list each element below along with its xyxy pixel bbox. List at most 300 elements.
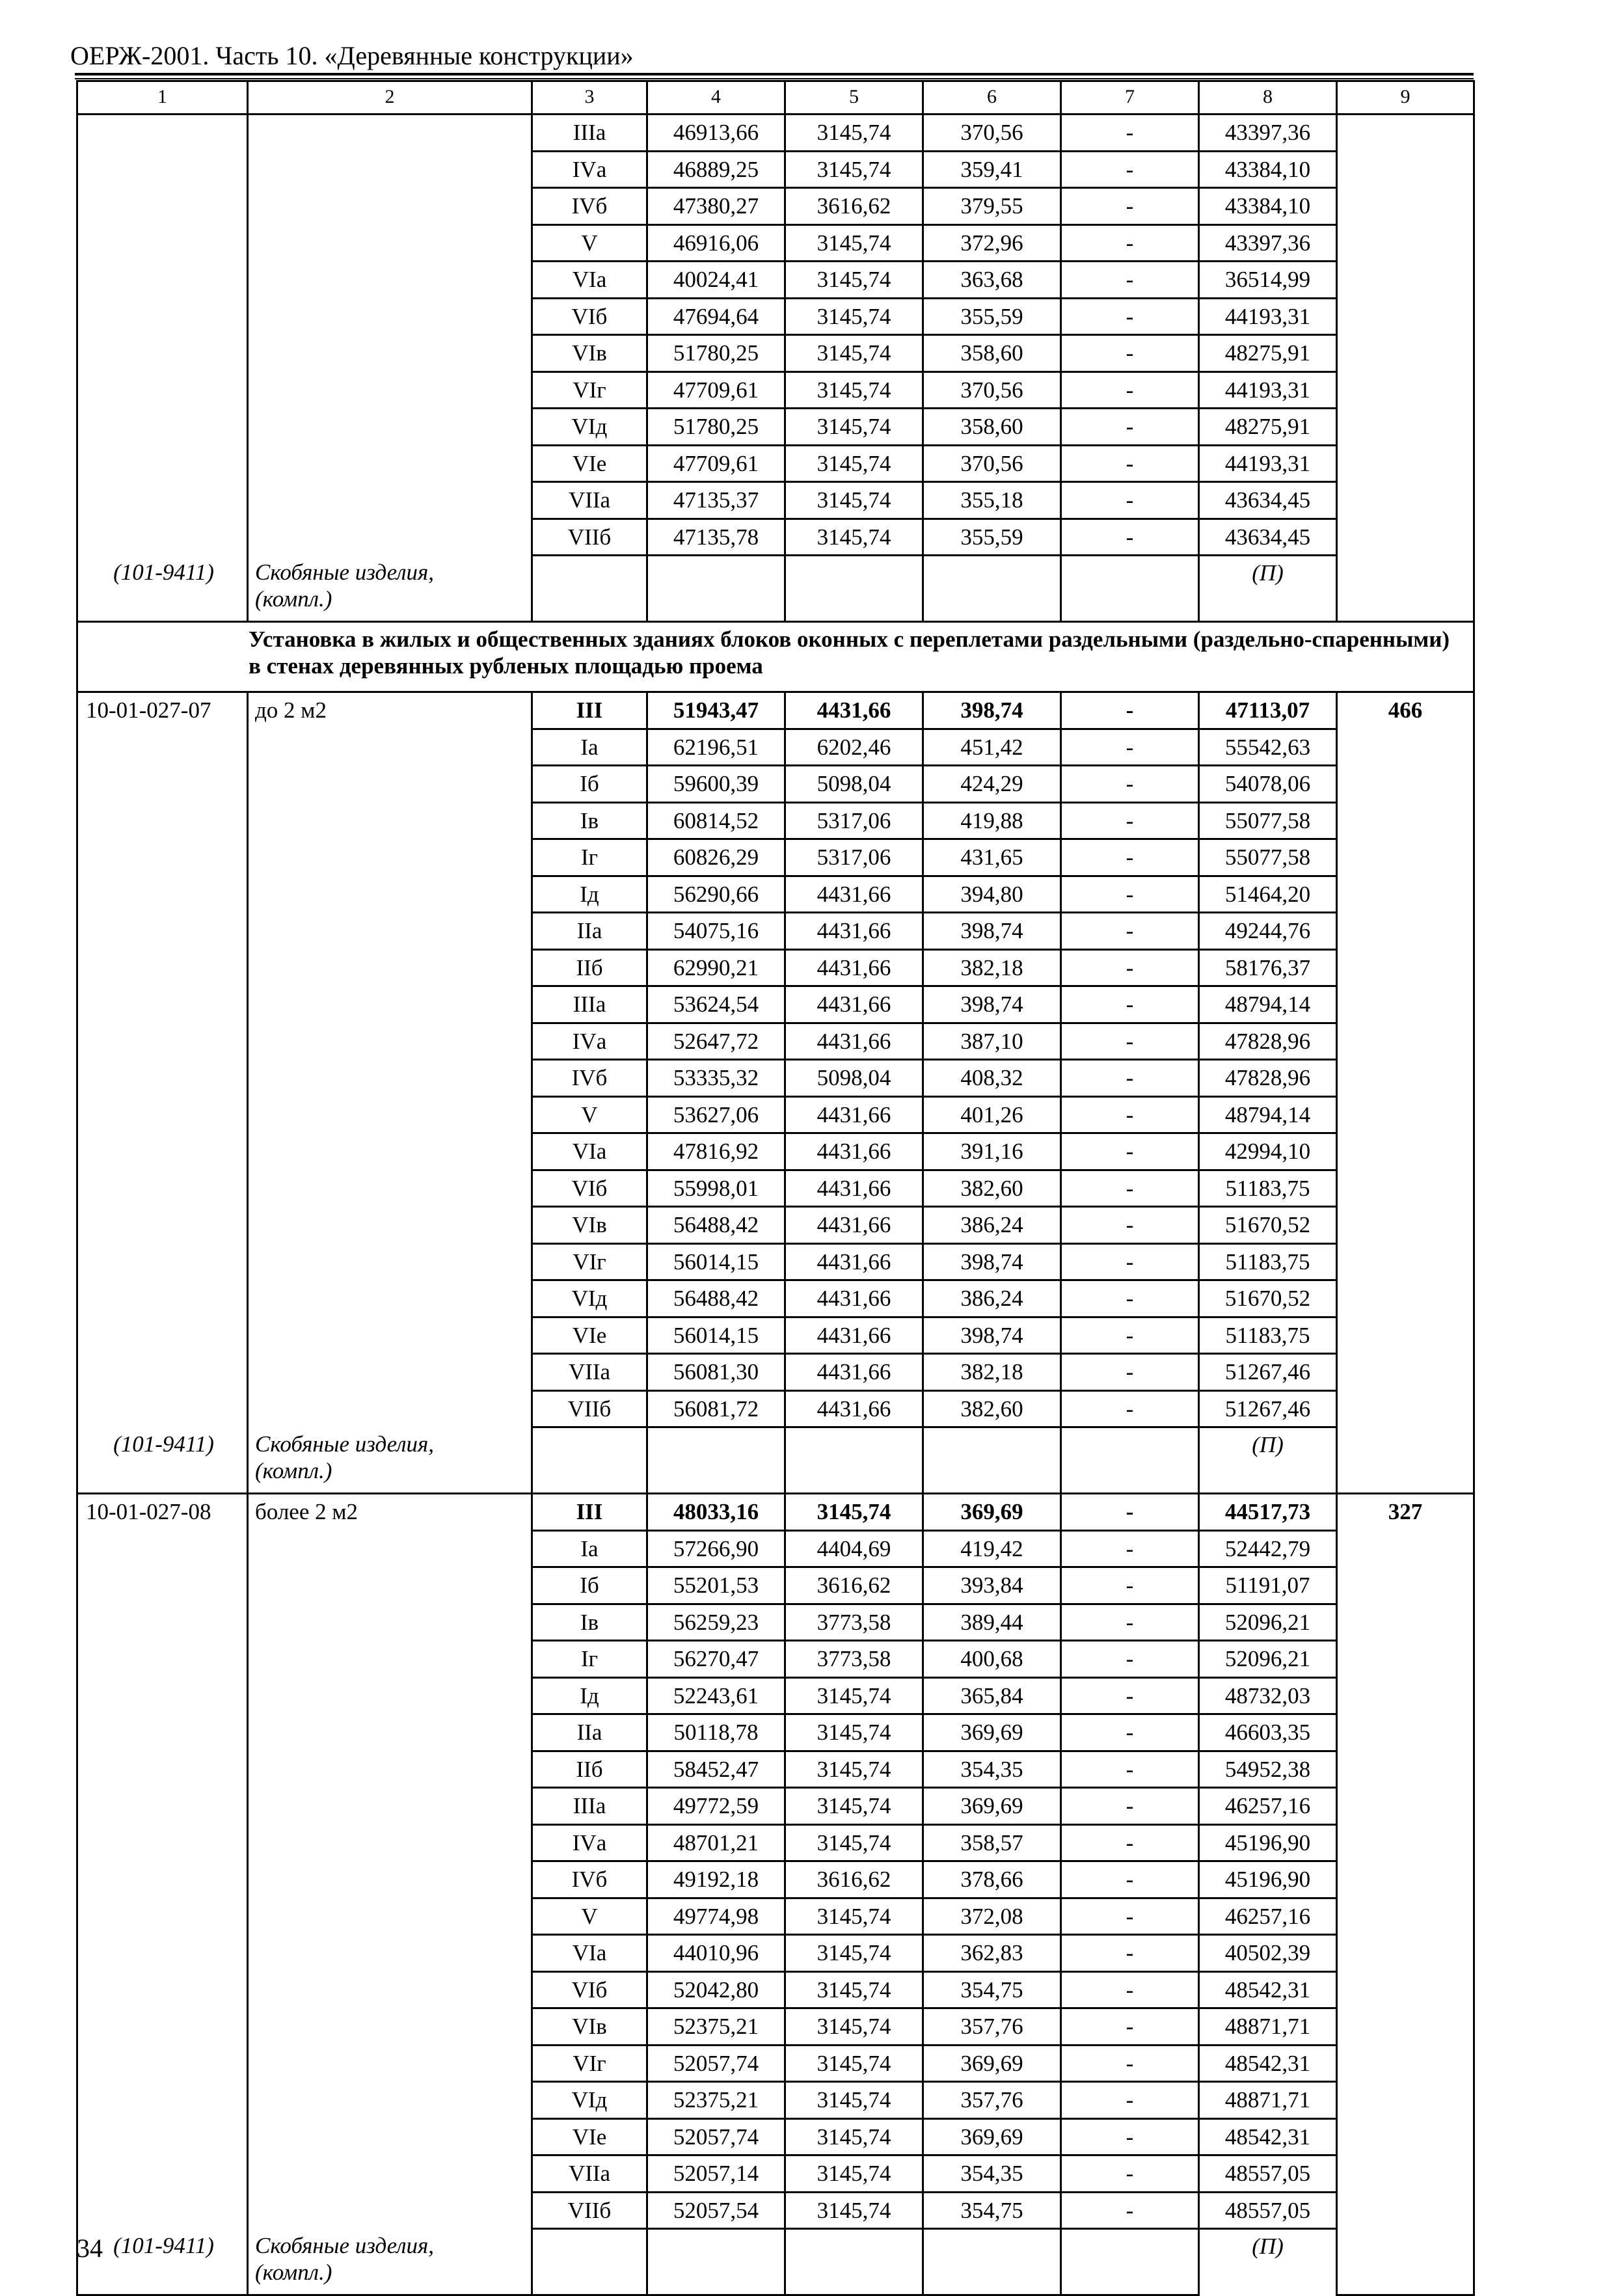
- weight-cell: [1337, 1714, 1474, 1751]
- zone-cell: III: [532, 1494, 647, 1531]
- weight-cell: [1337, 2045, 1474, 2082]
- total-cell: 60826,29: [647, 839, 785, 876]
- code-cell: [77, 876, 248, 913]
- code-cell: [77, 1898, 248, 1935]
- table-row: [77, 115, 1474, 152]
- name-cell: [248, 729, 532, 766]
- transport-cell: 48557,05: [1199, 2155, 1337, 2193]
- labor-cell: 3145,74: [785, 1935, 923, 1972]
- machine-cell: 398,74: [923, 913, 1061, 950]
- empty-cell: [647, 1427, 785, 1494]
- materials-cell: -: [1061, 371, 1199, 409]
- zone-cell: V: [532, 1096, 647, 1133]
- materials-cell: -: [1061, 1861, 1199, 1898]
- machine-cell: 451,42: [923, 729, 1061, 766]
- zone-cell: Iб: [532, 1567, 647, 1604]
- machine-cell: 382,60: [923, 1390, 1061, 1427]
- zone-cell: VIIб: [532, 519, 647, 556]
- empty-cell: [1337, 556, 1474, 622]
- zone-cell: IIа: [532, 913, 647, 950]
- labor-cell: 3145,74: [785, 115, 923, 152]
- total-cell: 55998,01: [647, 1170, 785, 1207]
- code-cell: [77, 1641, 248, 1678]
- name-cell: [248, 262, 532, 299]
- total-cell: 47694,64: [647, 298, 785, 335]
- transport-cell: 45196,90: [1199, 1861, 1337, 1898]
- weight-cell: [1337, 1898, 1474, 1935]
- total-cell: 49192,18: [647, 1861, 785, 1898]
- zone-cell: VIа: [532, 1133, 647, 1170]
- transport-cell: 40502,39: [1199, 1935, 1337, 1972]
- column-number: 6: [923, 81, 1061, 115]
- labor-cell: 4431,66: [785, 876, 923, 913]
- column-number: 5: [785, 81, 923, 115]
- column-number: 7: [1061, 81, 1199, 115]
- transport-cell: 48794,14: [1199, 986, 1337, 1023]
- zone-cell: Iд: [532, 1677, 647, 1714]
- labor-cell: 3145,74: [785, 482, 923, 519]
- code-cell: [77, 445, 248, 482]
- note-row: [77, 1427, 1474, 1494]
- zone-cell: VIд: [532, 409, 647, 446]
- transport-cell: 51267,46: [1199, 1354, 1337, 1391]
- code-cell: [77, 1751, 248, 1788]
- transport-cell: 55542,63: [1199, 729, 1337, 766]
- materials-cell: -: [1061, 1604, 1199, 1641]
- machine-cell: 369,69: [923, 1788, 1061, 1825]
- note-text-line: Скобяные изделия,: [255, 1431, 435, 1457]
- labor-cell: 4431,66: [785, 986, 923, 1023]
- total-cell: 49774,98: [647, 1898, 785, 1935]
- weight-cell: [1337, 1641, 1474, 1678]
- total-cell: 56270,47: [647, 1641, 785, 1678]
- materials-cell: -: [1061, 986, 1199, 1023]
- zone-cell: IIIа: [532, 115, 647, 152]
- name-cell: [248, 1714, 532, 1751]
- transport-cell: 44193,31: [1199, 445, 1337, 482]
- weight-cell: 466: [1337, 692, 1474, 729]
- table-row: [77, 1567, 1474, 1604]
- materials-cell: -: [1061, 2008, 1199, 2046]
- materials-cell: -: [1061, 2155, 1199, 2193]
- code-cell: [77, 1060, 248, 1097]
- code-cell: [77, 1023, 248, 1060]
- zone-cell: Iг: [532, 839, 647, 876]
- machine-cell: 354,35: [923, 1751, 1061, 1788]
- note-text-line: (компл.): [255, 2259, 332, 2285]
- total-cell: 50118,78: [647, 1714, 785, 1751]
- name-cell: [248, 1567, 532, 1604]
- name-cell: [248, 913, 532, 950]
- transport-cell: 48542,31: [1199, 2045, 1337, 2082]
- empty-cell: [923, 2229, 1061, 2295]
- materials-cell: -: [1061, 876, 1199, 913]
- machine-cell: 389,44: [923, 1604, 1061, 1641]
- machine-cell: 382,18: [923, 949, 1061, 986]
- weight-cell: [1337, 2155, 1474, 2193]
- zone-cell: IIIа: [532, 1788, 647, 1825]
- table-row: [77, 1677, 1474, 1714]
- weight-cell: [1337, 1390, 1474, 1427]
- labor-cell: 3616,62: [785, 188, 923, 225]
- materials-cell: -: [1061, 1207, 1199, 1244]
- labor-cell: 4431,66: [785, 1133, 923, 1170]
- name-cell: [248, 298, 532, 335]
- materials-cell: -: [1061, 1530, 1199, 1567]
- transport-cell: 43397,36: [1199, 115, 1337, 152]
- total-cell: 48701,21: [647, 1824, 785, 1861]
- zone-cell: Iг: [532, 1641, 647, 1678]
- zone-cell: Iб: [532, 766, 647, 803]
- labor-cell: 4431,66: [785, 913, 923, 950]
- machine-cell: 398,74: [923, 692, 1061, 729]
- zone-cell: IVа: [532, 1824, 647, 1861]
- code-cell: [77, 1170, 248, 1207]
- code-cell: [77, 298, 248, 335]
- zone-cell: IVб: [532, 188, 647, 225]
- name-cell: [248, 224, 532, 262]
- empty-cell: [923, 556, 1061, 622]
- machine-cell: 398,74: [923, 1243, 1061, 1280]
- weight-cell: [1337, 1096, 1474, 1133]
- labor-cell: 6202,46: [785, 729, 923, 766]
- materials-cell: -: [1061, 1280, 1199, 1317]
- machine-cell: 419,88: [923, 802, 1061, 839]
- transport-cell: 51670,52: [1199, 1207, 1337, 1244]
- total-cell: 47380,27: [647, 188, 785, 225]
- table-row: [77, 2008, 1474, 2046]
- note-text: [248, 556, 532, 622]
- table-row-base: [77, 692, 1474, 729]
- name-cell: [248, 482, 532, 519]
- code-cell: [77, 766, 248, 803]
- machine-cell: 355,59: [923, 298, 1061, 335]
- zone-cell: VIв: [532, 1207, 647, 1244]
- total-cell: 52057,14: [647, 2155, 785, 2193]
- name-cell: [248, 1390, 532, 1427]
- labor-cell: 3616,62: [785, 1861, 923, 1898]
- total-cell: 51780,25: [647, 409, 785, 446]
- table-row: [77, 262, 1474, 299]
- total-cell: 58452,47: [647, 1751, 785, 1788]
- labor-cell: 4431,66: [785, 1354, 923, 1391]
- note-value: (П): [1199, 1427, 1337, 1494]
- zone-cell: VIIа: [532, 482, 647, 519]
- code-cell: [77, 409, 248, 446]
- table-row: [77, 151, 1474, 188]
- machine-cell: 369,69: [923, 2045, 1061, 2082]
- weight-cell: [1337, 1677, 1474, 1714]
- total-cell: 53627,06: [647, 1096, 785, 1133]
- zone-cell: VIв: [532, 335, 647, 372]
- table-row: [77, 729, 1474, 766]
- code-cell: 10-01-027-08: [77, 1494, 248, 1531]
- machine-cell: 370,56: [923, 371, 1061, 409]
- weight-cell: [1337, 2118, 1474, 2155]
- materials-cell: -: [1061, 949, 1199, 986]
- code-cell: [77, 1354, 248, 1391]
- transport-cell: 51191,07: [1199, 1567, 1337, 1604]
- empty-cell: [532, 2229, 647, 2295]
- total-cell: 49772,59: [647, 1788, 785, 1825]
- materials-cell: -: [1061, 1243, 1199, 1280]
- total-cell: 56014,15: [647, 1243, 785, 1280]
- table-row: [77, 188, 1474, 225]
- name-cell: [248, 802, 532, 839]
- transport-cell: 55077,58: [1199, 802, 1337, 839]
- name-cell: [248, 1935, 532, 1972]
- name-cell: [248, 2118, 532, 2155]
- name-cell: [248, 2192, 532, 2229]
- weight-cell: [1337, 2082, 1474, 2119]
- zone-cell: VIд: [532, 2082, 647, 2119]
- code-cell: [77, 2118, 248, 2155]
- table-row: [77, 1170, 1474, 1207]
- name-cell: [248, 335, 532, 372]
- weight-cell: [1337, 1170, 1474, 1207]
- name-cell: [248, 1354, 532, 1391]
- weight-cell: [1337, 1935, 1474, 1972]
- name-cell: [248, 2155, 532, 2193]
- zone-cell: IIIа: [532, 986, 647, 1023]
- name-cell: [248, 371, 532, 409]
- name-cell: [248, 876, 532, 913]
- empty-cell: [647, 2229, 785, 2295]
- name-cell: до 2 м2: [248, 692, 532, 729]
- table-row: [77, 1714, 1474, 1751]
- transport-cell: 46257,16: [1199, 1788, 1337, 1825]
- name-cell: [248, 1060, 532, 1097]
- name-cell: [248, 1898, 532, 1935]
- table-row: [77, 371, 1474, 409]
- materials-cell: -: [1061, 1677, 1199, 1714]
- labor-cell: 3145,74: [785, 1824, 923, 1861]
- labor-cell: 4431,66: [785, 1243, 923, 1280]
- machine-cell: 358,57: [923, 1824, 1061, 1861]
- code-cell: [77, 1714, 248, 1751]
- code-cell: [77, 1207, 248, 1244]
- labor-cell: 3145,74: [785, 2192, 923, 2229]
- code-cell: [77, 151, 248, 188]
- zone-cell: VIIб: [532, 2192, 647, 2229]
- total-cell: 60814,52: [647, 802, 785, 839]
- table-row: [77, 1390, 1474, 1427]
- zone-cell: VIв: [532, 2008, 647, 2046]
- materials-cell: -: [1061, 2192, 1199, 2229]
- labor-cell: 4431,66: [785, 1280, 923, 1317]
- transport-cell: 55077,58: [1199, 839, 1337, 876]
- materials-cell: -: [1061, 262, 1199, 299]
- table-row: [77, 409, 1474, 446]
- code-cell: [77, 482, 248, 519]
- weight-cell: [1337, 2192, 1474, 2229]
- name-cell: [248, 1861, 532, 1898]
- table-row: [77, 482, 1474, 519]
- code-cell: [77, 115, 248, 152]
- transport-cell: 47828,96: [1199, 1023, 1337, 1060]
- transport-cell: 36514,99: [1199, 262, 1337, 299]
- machine-cell: 387,10: [923, 1023, 1061, 1060]
- total-cell: 55201,53: [647, 1567, 785, 1604]
- labor-cell: 3145,74: [785, 2045, 923, 2082]
- code-cell: [77, 1788, 248, 1825]
- total-cell: 40024,41: [647, 262, 785, 299]
- materials-cell: -: [1061, 482, 1199, 519]
- note-text: [248, 1427, 532, 1494]
- zone-cell: V: [532, 1898, 647, 1935]
- name-cell: [248, 2082, 532, 2119]
- header-rule: [75, 73, 1474, 75]
- column-number: 2: [248, 81, 532, 115]
- machine-cell: 386,24: [923, 1280, 1061, 1317]
- weight-cell: [1337, 1751, 1474, 1788]
- table-row: [77, 1971, 1474, 2008]
- total-cell: 47135,37: [647, 482, 785, 519]
- materials-cell: -: [1061, 1023, 1199, 1060]
- labor-cell: 5098,04: [785, 766, 923, 803]
- labor-cell: 4431,66: [785, 1207, 923, 1244]
- table-row: [77, 298, 1474, 335]
- zone-cell: VIб: [532, 1971, 647, 2008]
- zone-cell: Iд: [532, 876, 647, 913]
- materials-cell: -: [1061, 1170, 1199, 1207]
- total-cell: 46913,66: [647, 115, 785, 152]
- zone-cell: IVа: [532, 1023, 647, 1060]
- total-cell: 46916,06: [647, 224, 785, 262]
- labor-cell: 5317,06: [785, 839, 923, 876]
- name-cell: [248, 1677, 532, 1714]
- code-cell: [77, 1861, 248, 1898]
- table-row: [77, 986, 1474, 1023]
- transport-cell: 52442,79: [1199, 1530, 1337, 1567]
- materials-cell: -: [1061, 188, 1199, 225]
- code-cell: [77, 1133, 248, 1170]
- note-code: (101-9411): [77, 556, 248, 622]
- weight-cell: [1337, 1023, 1474, 1060]
- total-cell: 47816,92: [647, 1133, 785, 1170]
- machine-cell: 379,55: [923, 188, 1061, 225]
- weight-cell: [1337, 519, 1474, 556]
- zone-cell: IIб: [532, 1751, 647, 1788]
- labor-cell: 3145,74: [785, 262, 923, 299]
- name-cell: [248, 519, 532, 556]
- weight-cell: [1337, 949, 1474, 986]
- weight-cell: [1337, 188, 1474, 225]
- empty-cell: [532, 1427, 647, 1494]
- code-cell: [77, 2192, 248, 2229]
- code-cell: [77, 2008, 248, 2046]
- code-cell: [77, 839, 248, 876]
- labor-cell: 3145,74: [785, 335, 923, 372]
- zone-cell: VIIа: [532, 1354, 647, 1391]
- table-row: [77, 1604, 1474, 1641]
- zone-cell: V: [532, 224, 647, 262]
- name-cell: [248, 1096, 532, 1133]
- machine-cell: 370,56: [923, 445, 1061, 482]
- code-cell: [77, 1390, 248, 1427]
- weight-cell: [1337, 1971, 1474, 2008]
- table-row: [77, 1751, 1474, 1788]
- code-cell: [77, 262, 248, 299]
- machine-cell: 382,18: [923, 1354, 1061, 1391]
- labor-cell: 3145,74: [785, 1898, 923, 1935]
- machine-cell: 358,60: [923, 335, 1061, 372]
- materials-cell: -: [1061, 1641, 1199, 1678]
- machine-cell: 394,80: [923, 876, 1061, 913]
- name-cell: [248, 1641, 532, 1678]
- machine-cell: 400,68: [923, 1641, 1061, 1678]
- name-cell: [248, 949, 532, 986]
- weight-cell: [1337, 913, 1474, 950]
- page-header-title: ОЕРЖ-2001. Часть 10. «Деревянные конструкции»: [70, 41, 634, 70]
- empty-cell: [1061, 2229, 1199, 2295]
- weight-cell: [1337, 224, 1474, 262]
- code-cell: 10-01-027-07: [77, 692, 248, 729]
- transport-cell: 48542,31: [1199, 2118, 1337, 2155]
- transport-cell: 48871,71: [1199, 2008, 1337, 2046]
- zone-cell: IVб: [532, 1060, 647, 1097]
- total-cell: 52647,72: [647, 1023, 785, 1060]
- table-row: [77, 1354, 1474, 1391]
- materials-cell: -: [1061, 1714, 1199, 1751]
- code-cell: [77, 519, 248, 556]
- weight-cell: [1337, 262, 1474, 299]
- weight-cell: [1337, 1530, 1474, 1567]
- table-row: [77, 1060, 1474, 1097]
- table-row: [77, 1023, 1474, 1060]
- name-cell: [248, 1317, 532, 1354]
- note-text-line: (компл.): [255, 1457, 332, 1483]
- table-row: [77, 766, 1474, 803]
- total-cell: 53335,32: [647, 1060, 785, 1097]
- labor-cell: 4431,66: [785, 949, 923, 986]
- transport-cell: 47113,07: [1199, 692, 1337, 729]
- column-number: 8: [1199, 81, 1337, 115]
- materials-cell: -: [1061, 224, 1199, 262]
- weight-cell: 327: [1337, 1494, 1474, 1531]
- materials-cell: -: [1061, 2082, 1199, 2119]
- weight-cell: [1337, 445, 1474, 482]
- zone-cell: III: [532, 692, 647, 729]
- transport-cell: 49244,76: [1199, 913, 1337, 950]
- code-cell: [77, 802, 248, 839]
- code-cell: [77, 1567, 248, 1604]
- materials-cell: -: [1061, 151, 1199, 188]
- table-row: [77, 2082, 1474, 2119]
- note-text: [248, 2229, 532, 2295]
- total-cell: 52243,61: [647, 1677, 785, 1714]
- zone-cell: IVа: [532, 151, 647, 188]
- table-row: [77, 949, 1474, 986]
- empty-cell: [1061, 556, 1199, 622]
- weight-cell: [1337, 1861, 1474, 1898]
- table-row: [77, 1788, 1474, 1825]
- total-cell: 54075,16: [647, 913, 785, 950]
- labor-cell: 3145,74: [785, 2008, 923, 2046]
- materials-cell: -: [1061, 519, 1199, 556]
- zone-cell: VIг: [532, 2045, 647, 2082]
- total-cell: 59600,39: [647, 766, 785, 803]
- total-cell: 57266,90: [647, 1530, 785, 1567]
- weight-cell: [1337, 986, 1474, 1023]
- labor-cell: 4404,69: [785, 1530, 923, 1567]
- note-code: (101-9411): [77, 2229, 248, 2295]
- name-cell: более 2 м2: [248, 1494, 532, 1531]
- materials-cell: -: [1061, 1494, 1199, 1531]
- code-cell: [77, 1530, 248, 1567]
- labor-cell: 3145,74: [785, 1751, 923, 1788]
- machine-cell: 372,08: [923, 1898, 1061, 1935]
